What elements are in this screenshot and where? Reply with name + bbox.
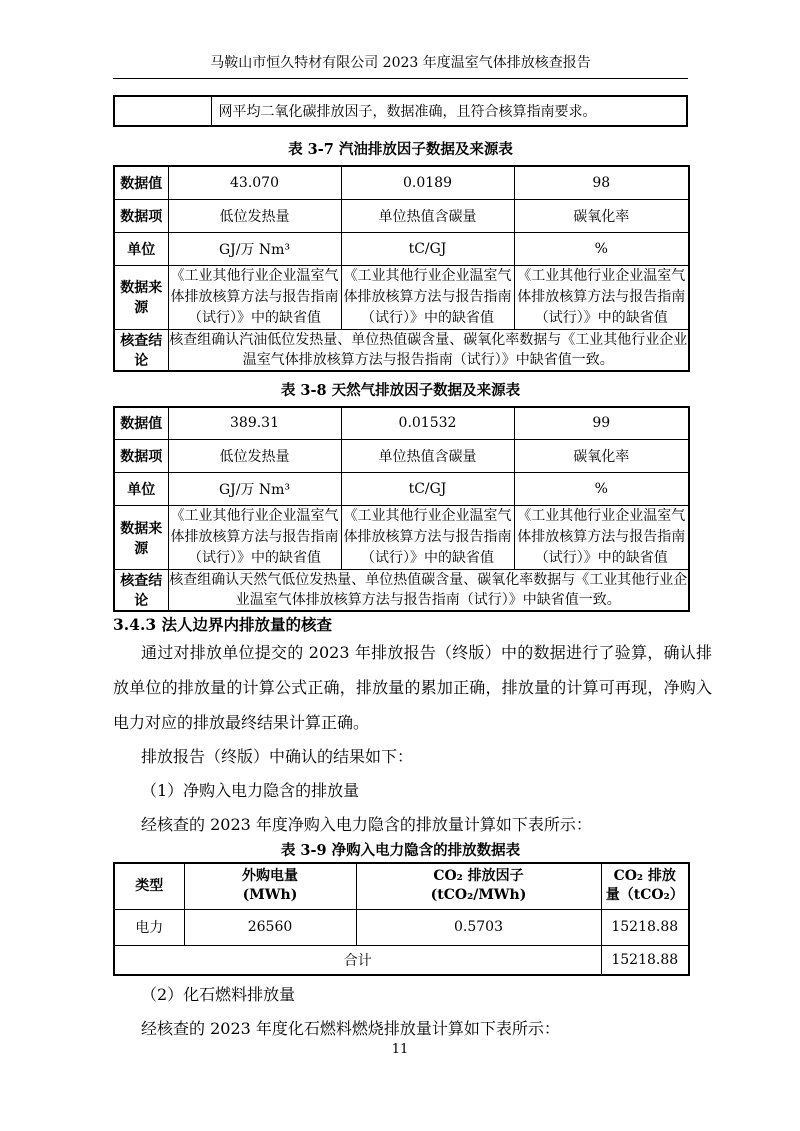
data-cell-type: 电力: [114, 909, 184, 945]
table-row: [114, 166, 689, 199]
row-label-item: 数据项: [114, 199, 168, 232]
data-cell: 0.01532: [341, 407, 514, 440]
table-row: [114, 407, 689, 440]
data-cell: 99: [514, 407, 689, 440]
data-cell-factor: 0.5703: [356, 909, 601, 945]
data-cell: tC/GJ: [341, 232, 514, 265]
header-line: 外购电量: [242, 868, 298, 885]
table-3-7-caption: 表 3-7 汽油排放因子数据及来源表: [288, 141, 513, 158]
row-label-source: 数据来源: [114, 265, 168, 329]
header-line: (tCO₂/MWh): [430, 887, 527, 904]
header-line: CO₂ 排放因子: [433, 868, 524, 885]
source-cell: 《工业其他行业企业温室气体排放核算方法与报告指南（试行）》中的缺省值: [168, 265, 341, 329]
data-cell-emission: 15218.88: [601, 909, 689, 945]
table-continuation: [113, 95, 688, 127]
source-cell: 《工业其他行业企业温室气体排放核算方法与报告指南（试行）》中的缺省值: [514, 265, 689, 329]
source-cell: 《工业其他行业企业温室气体排放核算方法与报告指南（试行）》中的缺省值: [341, 506, 514, 570]
header-cell-emission-amount: [601, 863, 689, 909]
paragraph-fossil-intro: 经核查的 2023 年度化石燃料燃烧排放量计算如下表所示：: [141, 1019, 560, 1038]
total-label-cell: 合计: [114, 945, 601, 975]
data-cell: 单位热值含碳量: [341, 199, 514, 232]
table-row: [114, 265, 689, 329]
table-row: [114, 199, 689, 232]
continuation-text-cell: 网平均二氧化碳排放因子，数据准确，且符合核算指南要求。: [211, 96, 687, 126]
row-label-conclusion: 核查结论: [114, 329, 168, 371]
page-number: 11: [391, 1042, 409, 1057]
source-cell: 《工业其他行业企业温室气体排放核算方法与报告指南（试行）》中的缺省值: [341, 265, 514, 329]
table-row: [114, 440, 689, 473]
table-3-9-caption: 表 3-9 净购入电力隐含的排放数据表: [280, 842, 521, 859]
data-cell: tC/GJ: [341, 473, 514, 506]
data-cell: 碳氧化率: [514, 440, 689, 473]
data-cell-power: 26560: [184, 909, 356, 945]
table-header-row: [114, 863, 689, 909]
paragraph-electricity-intro: 经核查的 2023 年度净购入电力隐含的排放量计算如下表所示：: [141, 815, 592, 834]
data-cell: 低位发热量: [168, 199, 341, 232]
table-row: [114, 909, 689, 945]
continuation-label-cell: [114, 96, 211, 126]
table-row: [114, 506, 689, 570]
page-header-title: 马鞍山市恒久特材有限公司 2023 年度温室气体排放核查报告: [113, 53, 688, 79]
table-3-8-caption: 表 3-8 天然气排放因子数据及来源表: [280, 381, 521, 399]
row-label-value: 数据值: [114, 407, 168, 440]
header-line: CO₂ 排放: [613, 868, 676, 885]
source-cell: 《工业其他行业企业温室气体排放核算方法与报告指南（试行）》中的缺省值: [168, 506, 341, 570]
row-label-item: 数据项: [114, 440, 168, 473]
total-value-cell: 15218.88: [601, 945, 689, 975]
table-total-row: [114, 945, 689, 975]
header-line: 类型: [135, 877, 164, 894]
table-row: [114, 570, 689, 612]
data-cell: %: [514, 473, 689, 506]
table-row: [114, 96, 687, 126]
conclusion-cell: 核查组确认天然气低位发热量、单位热值碳含量、碳氧化率数据与《工业其他行业企业温室气体排放核算方法与报告指南（试行）》中缺省值一致。: [168, 570, 689, 612]
row-label-unit: 单位: [114, 473, 168, 506]
list-item-electricity: （1）净购入电力隐含的排放量: [141, 781, 360, 800]
table-row: [114, 473, 689, 506]
table-row: [114, 329, 689, 371]
gasoline-factor-table: [113, 165, 690, 372]
data-cell: %: [514, 232, 689, 265]
header-line: (MWh): [242, 887, 298, 904]
row-label-unit: 单位: [114, 232, 168, 265]
row-label-value: 数据值: [114, 166, 168, 199]
list-item-fossil: （2）化石燃料排放量: [141, 985, 296, 1004]
conclusion-cell: 核查组确认汽油低位发热量、单位热值碳含量、碳氧化率数据与《工业其他行业企业温室气体排放核算方法与报告指南（试行）》中缺省值一致。: [168, 329, 689, 371]
data-cell: 低位发热量: [168, 440, 341, 473]
data-cell: 单位热值含碳量: [341, 440, 514, 473]
data-cell: 碳氧化率: [514, 199, 689, 232]
data-cell: 43.070: [168, 166, 341, 199]
table-row: [114, 232, 689, 265]
row-label-source: 数据来源: [114, 506, 168, 570]
data-cell: 0.0189: [341, 166, 514, 199]
header-cell-emission-factor: [356, 863, 601, 909]
row-label-conclusion: 核查结论: [114, 570, 168, 612]
electricity-emission-table: [113, 862, 690, 976]
natural-gas-factor-table: [113, 406, 690, 613]
data-cell: GJ/万 Nm³: [168, 232, 341, 265]
header-line: 量（tCO₂）: [605, 887, 684, 904]
paragraph-results-intro: 排放报告（终版）中确认的结果如下：: [141, 747, 414, 766]
paragraph-verification: 通过对排放单位提交的 2023 年排放报告（终版）中的数据进行了验算，确认排放单位的排放量的计算公式正确，排放量的累加正确，排放量的计算可再现，净购入电力对应的排放最终结果计算正确。: [113, 643, 712, 732]
section-heading-3-4-3: 3.4.3 法人边界内排放量的核查: [113, 615, 333, 634]
header-cell-type: [114, 863, 184, 909]
data-cell: 389.31: [168, 407, 341, 440]
source-cell: 《工业其他行业企业温室气体排放核算方法与报告指南（试行）》中的缺省值: [514, 506, 689, 570]
data-cell: 98: [514, 166, 689, 199]
data-cell: GJ/万 Nm³: [168, 473, 341, 506]
header-cell-purchased-power: [184, 863, 356, 909]
